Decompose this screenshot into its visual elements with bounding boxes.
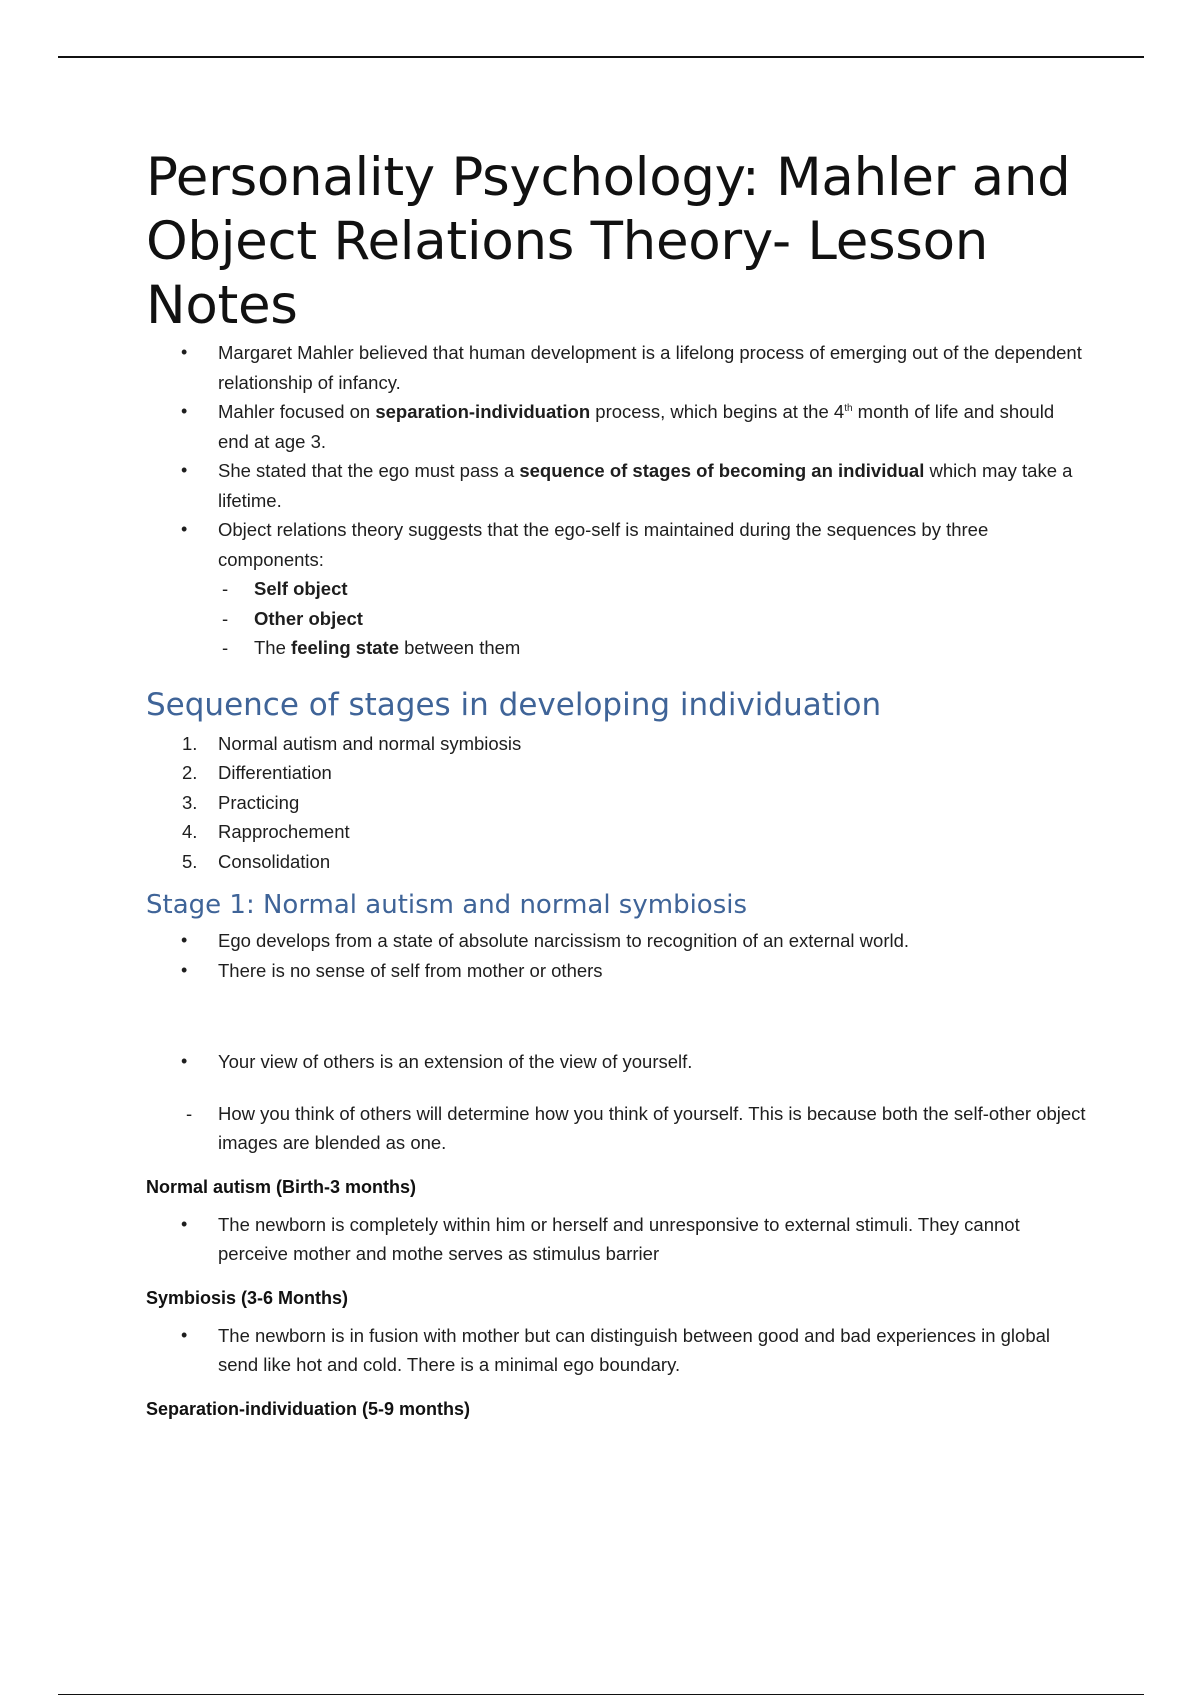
list-item: • Mahler focused on separation-individuation process, which begins at the 4th month of life and should end at age 3.	[146, 397, 1086, 456]
document-page	[146, 146, 1086, 1432]
list-item: 4. Rapprochement	[182, 821, 350, 842]
components-list	[218, 574, 1086, 663]
symbiosis-list	[146, 1321, 1086, 1380]
symbiosis-heading: Symbiosis (3-6 Months)	[146, 1287, 349, 1308]
list-item: • Object relations theory suggests that the ego-self is maintained during the sequences by three components: - Self object - Other object - The feeling state between them	[146, 515, 1086, 663]
top-rule	[58, 56, 1144, 58]
page-title: Personality Psychology: Mahler and Object Relations Theory- Lesson Notes	[146, 147, 1071, 336]
stage1-list	[146, 926, 1086, 985]
list-item: - Other object	[218, 604, 1086, 634]
list-item: • Margaret Mahler believed that human development is a lifelong process of emerging out of the dependent relationship of infancy.	[146, 338, 1086, 397]
list-item	[146, 1099, 1086, 1158]
autism-heading: Normal autism (Birth-3 months)	[146, 1176, 417, 1197]
list-item: 3. Practicing	[182, 791, 300, 813]
list-item: • There is no sense of self from mother or others	[146, 956, 1086, 986]
stage1-heading: Stage 1: Normal autism and normal symbiosis	[146, 890, 748, 920]
list-item: - The feeling state between them	[218, 633, 1086, 663]
list-item: 5. Consolidation	[182, 850, 331, 872]
stages-heading: Sequence of stages in developing individuation	[146, 686, 882, 723]
list-item: • She stated that the ego must pass a sequence of stages of becoming an individual which may take a lifetime.	[146, 456, 1086, 515]
stage1-list-2	[146, 1047, 1086, 1077]
separation-heading: Separation-individuation (5-9 months)	[146, 1398, 471, 1419]
list-item: - How you think of others will determine how you think of yourself. This is because both the self-other object images are blended as one.	[182, 1099, 1086, 1158]
autism-list	[146, 1210, 1086, 1269]
list-item: - Self object	[218, 574, 1086, 604]
bottom-rule	[58, 1694, 1144, 1695]
stage1-sublist	[146, 1099, 1086, 1158]
list-item: 2. Differentiation	[182, 762, 332, 783]
list-item: 1. Normal autism and normal symbiosis	[182, 732, 522, 754]
stages-list	[146, 729, 1086, 877]
list-item: • Your view of others is an extension of the view of yourself.	[146, 1047, 1086, 1077]
intro-list	[146, 338, 1086, 663]
list-item: • The newborn is in fusion with mother but can distinguish between good and bad experiences in global send like hot and cold. There is a minimal ego boundary.	[146, 1321, 1086, 1380]
list-item: • Ego develops from a state of absolute narcissism to recognition of an external world.	[146, 926, 1086, 956]
list-item: • The newborn is completely within him or herself and unresponsive to external stimuli. They cannot perceive mother and mothe serves as stimulus barrier	[146, 1210, 1086, 1269]
